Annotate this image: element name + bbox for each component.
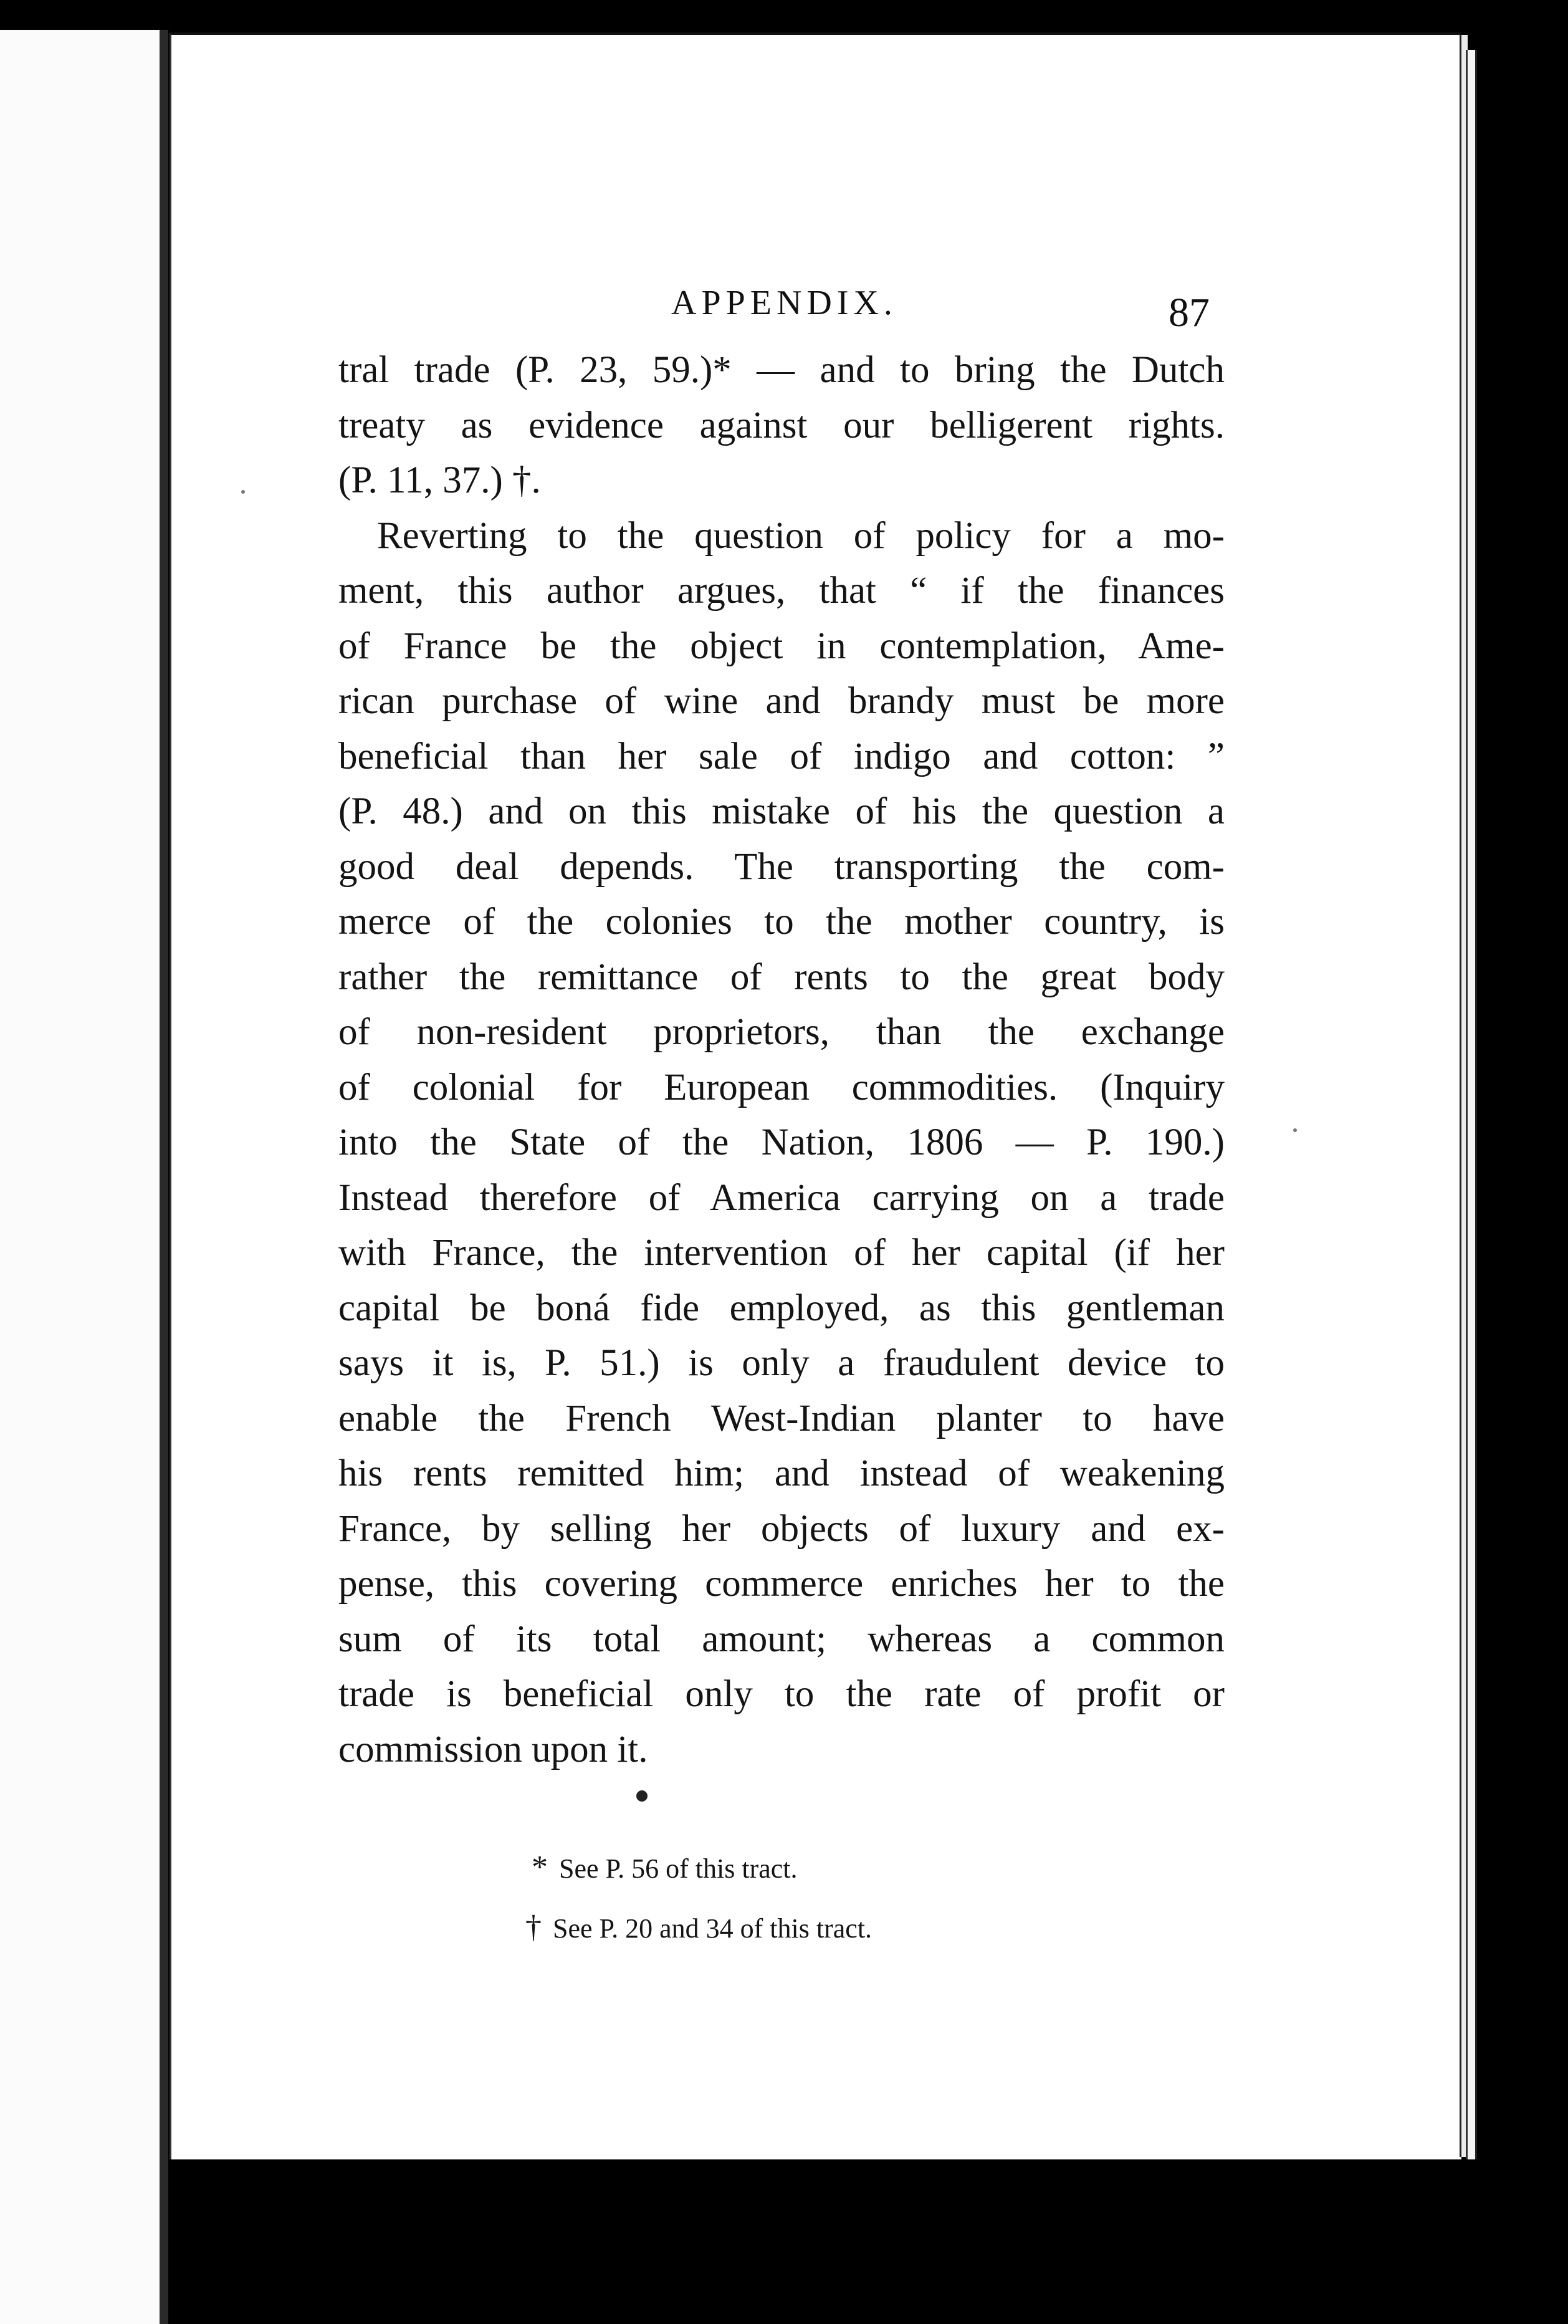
book-page bbox=[170, 32, 1461, 2159]
text-line: (P. 11, 37.) †. bbox=[338, 459, 541, 501]
running-head: APPENDIX. bbox=[671, 284, 897, 322]
text-line: into the State of the Nation, 1806 — P. 190.) bbox=[338, 1121, 1225, 1163]
body-text bbox=[338, 343, 1225, 1777]
ink-dot bbox=[636, 1790, 648, 1802]
paper-speck bbox=[1293, 1128, 1297, 1132]
text-line: ment, this author argues, that “ if the finances bbox=[338, 570, 1225, 612]
text-line: capital be boná fide employed, as this gentleman bbox=[338, 1287, 1225, 1329]
paper-speck bbox=[241, 490, 245, 494]
footnote bbox=[532, 1849, 798, 1886]
page-header bbox=[171, 283, 1461, 335]
text-line: merce of the colonies to the mother country, is bbox=[338, 901, 1225, 943]
footnote-text: See P. 56 of this tract. bbox=[559, 1853, 798, 1884]
text-line: beneficial than her sale of indigo and cotton: ” bbox=[338, 735, 1225, 777]
facing-page-edge bbox=[0, 30, 168, 2324]
text-line: (P. 48.) and on this mistake of his the question a bbox=[338, 790, 1225, 832]
text-line: rather the remittance of rents to the great body bbox=[338, 956, 1225, 998]
footnote-mark: † bbox=[525, 1909, 542, 1945]
footnote bbox=[525, 1909, 872, 1946]
text-line: Reverting to the question of policy for a mo- bbox=[377, 514, 1225, 557]
text-line: enable the French West-Indian planter to have bbox=[338, 1397, 1225, 1439]
text-line: Instead therefore of America carrying on a trade bbox=[338, 1176, 1225, 1219]
footnote-text: See P. 20 and 34 of this tract. bbox=[553, 1913, 872, 1944]
text-line: of colonial for European commodities. (Inquiry bbox=[338, 1066, 1225, 1108]
text-line: good deal depends. The transporting the com- bbox=[338, 845, 1225, 888]
page-number: 87 bbox=[1169, 290, 1210, 335]
text-line: tral trade (P. 23, 59.)* — and to bring the Dutch bbox=[338, 349, 1225, 391]
page-edge bbox=[1466, 50, 1477, 2163]
text-line: rican purchase of wine and brandy must be more bbox=[338, 680, 1225, 722]
text-line: his rents remitted him; and instead of weakening bbox=[338, 1452, 1225, 1494]
text-line: pense, this covering commerce enriches her to the bbox=[338, 1563, 1225, 1605]
text-line: France, by selling her objects of luxury and ex- bbox=[338, 1507, 1225, 1550]
text-line: commission upon it. bbox=[338, 1728, 648, 1770]
text-line: trade is beneficial only to the rate of profit or bbox=[338, 1673, 1225, 1715]
text-line: of non-resident proprietors, than the exchange bbox=[338, 1011, 1225, 1053]
text-line: with France, the intervention of her capital (if her bbox=[338, 1232, 1225, 1274]
footnote-mark: * bbox=[532, 1850, 548, 1885]
scan-background bbox=[170, 2159, 1478, 2324]
text-line: sum of its total amount; whereas a common bbox=[338, 1618, 1225, 1660]
text-line: says it is, P. 51.) is only a fraudulent device to bbox=[338, 1342, 1225, 1384]
text-line: treaty as evidence against our belligerent rights. bbox=[338, 404, 1225, 446]
text-line: of France be the object in contemplation, Ame- bbox=[338, 625, 1225, 667]
